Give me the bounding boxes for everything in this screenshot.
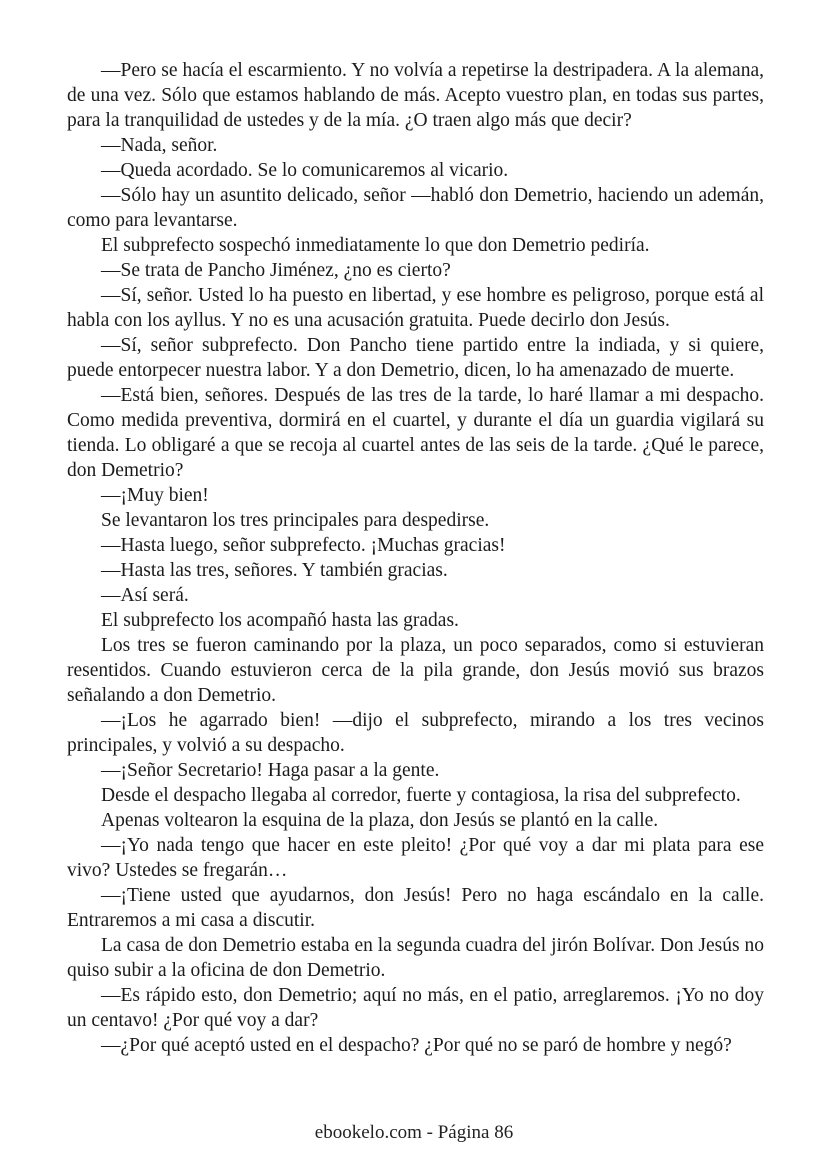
paragraph: —Queda acordado. Se lo comunicaremos al vicario. [101, 160, 509, 181]
paragraph: —¡Señor Secretario! Haga pasar a la gente. [101, 760, 440, 781]
paragraph: Se levantaron los tres principales para despedirse. [101, 510, 490, 531]
paragraph: —¡Yo nada tengo que hacer en este pleito! ¿Por qué voy a dar mi plata para ese vivo? Ustedes se fregarán… [67, 835, 764, 881]
paragraph: —Sí, señor subprefecto. Don Pancho tiene partido entre la indiada, y si quiere, puede entorpecer nuestra labor. Y a don Demetrio, dicen, lo ha amenazado de muerte. [67, 335, 764, 381]
paragraph: —Sólo hay un asuntito delicado, señor —habló don Demetrio, haciendo un ademán, como para levantarse. [67, 185, 764, 231]
paragraph: —Hasta las tres, señores. Y también gracias. [101, 560, 448, 581]
paragraph: La casa de don Demetrio estaba en la segunda cuadra del jirón Bolívar. Don Jesús no quiso subir a la oficina de don Demetrio. [67, 935, 764, 981]
paragraph: Apenas voltearon la esquina de la plaza, don Jesús se plantó en la calle. [101, 810, 659, 831]
paragraph: —Sí, señor. Usted lo ha puesto en libertad, y ese hombre es peligroso, porque está al habla con los ayllus. Y no es una acusación gratuita. Puede decirlo don Jesús. [67, 285, 764, 331]
paragraph: —¡Los he agarrado bien! —dijo el subprefecto, mirando a los tres vecinos principales, y volvió a su despacho. [67, 710, 764, 756]
paragraph: —Pero se hacía el escarmiento. Y no volvía a repetirse la destripadera. A la alemana, de una vez. Sólo que estamos hablando de más. Acepto vuestro plan, en todas sus partes, para la tranquilidad de ustedes y de la mía. ¿O traen algo más que decir? [67, 60, 764, 131]
paragraph: —¡Tiene usted que ayudarnos, don Jesús! Pero no haga escándalo en la calle. Entraremos a mi casa a discutir. [67, 885, 764, 931]
page-footer: ebookelo.com - Página 86 [314, 1122, 514, 1143]
paragraph: El subprefecto sospechó inmediatamente lo que don Demetrio pediría. [101, 235, 650, 256]
paragraph: —¿Por qué aceptó usted en el despacho? ¿Por qué no se paró de hombre y negó? [101, 1035, 732, 1056]
paragraph: —Es rápido esto, don Demetrio; aquí no más, en el patio, arreglaremos. ¡Yo no doy un centavo! ¿Por qué voy a dar? [67, 985, 764, 1031]
paragraph: —Se trata de Pancho Jiménez, ¿no es cierto? [101, 260, 451, 281]
page-text [67, 58, 764, 1058]
paragraph: Los tres se fueron caminando por la plaza, un poco separados, como si estuvieran resentidos. Cuando estuvieron cerca de la pila grande, don Jesús movió sus brazos señalando a don Demetrio. [67, 635, 764, 706]
paragraph: —¡Muy bien! [101, 485, 209, 506]
paragraph: —Está bien, señores. Después de las tres de la tarde, lo haré llamar a mi despacho. Como medida preventiva, dormirá en el cuartel, y durante el día un guardia vigilará su tienda. Lo obligaré a que se recoja al cuartel antes de las seis de la tarde. ¿Qué le parece, don Demetrio? [67, 385, 764, 481]
paragraph: —Hasta luego, señor subprefecto. ¡Muchas gracias! [101, 535, 506, 556]
paragraph: El subprefecto los acompañó hasta las gradas. [101, 610, 459, 631]
paragraph: Desde el despacho llegaba al corredor, fuerte y contagiosa, la risa del subprefecto. [101, 785, 741, 806]
paragraph: —Nada, señor. [101, 135, 218, 156]
paragraph: —Así será. [101, 585, 189, 606]
